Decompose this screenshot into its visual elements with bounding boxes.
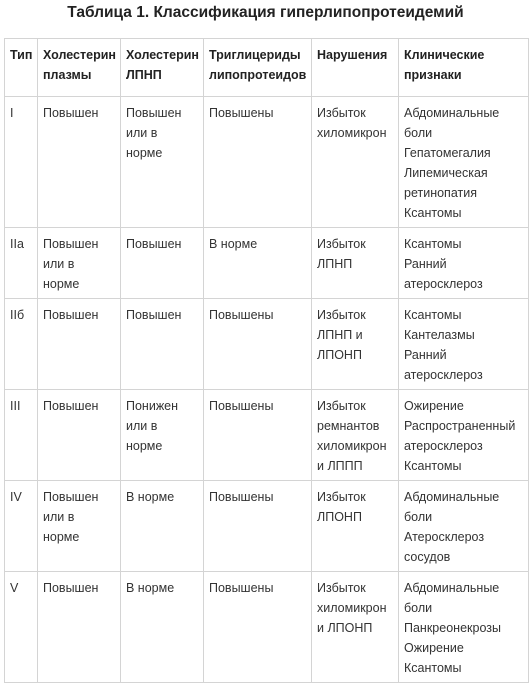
cell-line: IV: [10, 490, 22, 504]
cell-line: Панкреонекрозы: [404, 621, 501, 635]
header-cell-triglycerides: [204, 39, 312, 97]
cell-plasma-cholesterol: [38, 481, 121, 572]
cell-line: V: [10, 581, 19, 595]
table-row: [5, 572, 529, 683]
cell-ldl-cholesterol: [121, 481, 204, 572]
cell-line: хиломикрон: [317, 126, 387, 140]
cell-ldl-cholesterol: [121, 228, 204, 299]
cell-line: I: [10, 106, 14, 120]
cell-line: Избыток: [317, 106, 366, 120]
cell-ldl-cholesterol: [121, 572, 204, 683]
cell-line: хиломикрон: [317, 601, 387, 615]
cell-line: атеросклероз: [404, 439, 483, 453]
cell-line: В норме: [126, 490, 175, 504]
cell-type: [5, 228, 38, 299]
cell-line: ремнантов: [317, 419, 380, 433]
cell-line: Абдоминальные: [404, 490, 500, 504]
header-line: признаки: [404, 68, 462, 82]
cell-line: Повышен: [43, 581, 99, 595]
cell-clinical-signs: [399, 299, 529, 390]
cell-type: [5, 481, 38, 572]
cell-line: Ксантомы: [404, 661, 462, 675]
cell-type: [5, 299, 38, 390]
table-row: [5, 228, 529, 299]
cell-line: Повышены: [209, 399, 274, 413]
cell-triglycerides: [204, 299, 312, 390]
cell-clinical-signs: [399, 228, 529, 299]
cell-line: Избыток: [317, 399, 366, 413]
cell-disorders: [312, 299, 399, 390]
cell-line: IIб: [10, 308, 25, 322]
cell-line: ретинопатия: [404, 186, 477, 200]
table-row: [5, 481, 529, 572]
cell-line: Абдоминальные: [404, 106, 500, 120]
header-line: ЛПНП: [126, 68, 162, 82]
table-row: [5, 97, 529, 228]
cell-line: норме: [126, 146, 163, 160]
header-cell-disorders: [312, 39, 399, 97]
cell-type: [5, 97, 38, 228]
cell-plasma-cholesterol: [38, 299, 121, 390]
cell-line: боли: [404, 601, 433, 615]
cell-line: Избыток: [317, 308, 366, 322]
cell-line: Ксантомы: [404, 459, 462, 473]
classification-table: [4, 38, 529, 683]
header-line: Холестерин: [43, 48, 116, 62]
cell-clinical-signs: [399, 390, 529, 481]
cell-line: и ЛППП: [317, 459, 363, 473]
header-line: плазмы: [43, 68, 92, 82]
cell-line: IIa: [10, 237, 24, 251]
cell-triglycerides: [204, 572, 312, 683]
header-cell-type: [5, 39, 38, 97]
cell-line: Повышен: [43, 399, 99, 413]
header-cell-ldl-cholesterol: [121, 39, 204, 97]
cell-line: Ксантомы: [404, 308, 462, 322]
cell-line: Избыток: [317, 237, 366, 251]
cell-line: Ранний: [404, 348, 447, 362]
header-line: Тип: [10, 48, 33, 62]
cell-line: Повышен: [126, 106, 182, 120]
cell-line: или в: [43, 510, 75, 524]
cell-line: Избыток: [317, 490, 366, 504]
cell-clinical-signs: [399, 572, 529, 683]
cell-line: Абдоминальные: [404, 581, 500, 595]
cell-line: хиломикрон: [317, 439, 387, 453]
cell-type: [5, 390, 38, 481]
cell-line: атеросклероз: [404, 277, 483, 291]
cell-plasma-cholesterol: [38, 572, 121, 683]
table-row: [5, 390, 529, 481]
cell-line: ЛПОНП: [317, 510, 362, 524]
cell-ldl-cholesterol: [121, 299, 204, 390]
cell-type: [5, 572, 38, 683]
header-line: Холестерин: [126, 48, 199, 62]
cell-line: и ЛПОНП: [317, 621, 373, 635]
cell-line: или в: [126, 126, 158, 140]
cell-line: боли: [404, 510, 433, 524]
cell-triglycerides: [204, 228, 312, 299]
cell-line: ЛПОНП: [317, 348, 362, 362]
cell-disorders: [312, 481, 399, 572]
cell-line: Избыток: [317, 581, 366, 595]
cell-plasma-cholesterol: [38, 97, 121, 228]
cell-line: Ранний: [404, 257, 447, 271]
cell-line: Повышен: [43, 106, 99, 120]
cell-line: Повышены: [209, 106, 274, 120]
cell-line: Ксантомы: [404, 237, 462, 251]
cell-triglycerides: [204, 390, 312, 481]
cell-line: Повышен: [43, 237, 99, 251]
cell-line: сосудов: [404, 550, 451, 564]
cell-line: боли: [404, 126, 433, 140]
cell-clinical-signs: [399, 97, 529, 228]
cell-line: норме: [43, 277, 80, 291]
cell-line: Повышены: [209, 308, 274, 322]
cell-plasma-cholesterol: [38, 390, 121, 481]
cell-line: В норме: [126, 581, 175, 595]
cell-ldl-cholesterol: [121, 97, 204, 228]
cell-clinical-signs: [399, 481, 529, 572]
cell-disorders: [312, 572, 399, 683]
cell-line: Повышены: [209, 581, 274, 595]
cell-triglycerides: [204, 97, 312, 228]
cell-disorders: [312, 228, 399, 299]
cell-line: Ожирение: [404, 399, 464, 413]
cell-line: или в: [43, 257, 75, 271]
cell-ldl-cholesterol: [121, 390, 204, 481]
cell-line: Распространенный: [404, 419, 516, 433]
header-line: Клинические: [404, 48, 485, 62]
cell-line: Ожирение: [404, 641, 464, 655]
cell-triglycerides: [204, 481, 312, 572]
header-cell-clinical-signs: [399, 39, 529, 97]
cell-line: Повышен: [126, 308, 182, 322]
cell-line: Гепатомегалия: [404, 146, 491, 160]
cell-disorders: [312, 97, 399, 228]
page-title: Таблица 1. Классификация гиперлипопротеидемий: [67, 4, 464, 21]
cell-plasma-cholesterol: [38, 228, 121, 299]
header-row: [5, 39, 529, 97]
cell-line: Атеросклероз: [404, 530, 485, 544]
cell-line: Повышен: [126, 237, 182, 251]
header-line: липопротеидов: [209, 68, 307, 82]
cell-line: В норме: [209, 237, 258, 251]
cell-line: Липемическая: [404, 166, 488, 180]
header-line: Триглицериды: [209, 48, 301, 62]
cell-line: норме: [43, 530, 80, 544]
header-cell-plasma-cholesterol: [38, 39, 121, 97]
cell-line: Кантелазмы: [404, 328, 475, 342]
cell-line: ЛПНП: [317, 257, 353, 271]
header-line: Нарушения: [317, 48, 388, 62]
cell-line: Повышен: [43, 308, 99, 322]
cell-line: норме: [126, 439, 163, 453]
table-row: [5, 299, 529, 390]
cell-line: или в: [126, 419, 158, 433]
cell-line: атеросклероз: [404, 368, 483, 382]
cell-line: ЛПНП и: [317, 328, 363, 342]
cell-line: Понижен: [126, 399, 179, 413]
cell-line: III: [10, 399, 21, 413]
cell-disorders: [312, 390, 399, 481]
cell-line: Повышен: [43, 490, 99, 504]
cell-line: Ксантомы: [404, 206, 462, 220]
cell-line: Повышены: [209, 490, 274, 504]
